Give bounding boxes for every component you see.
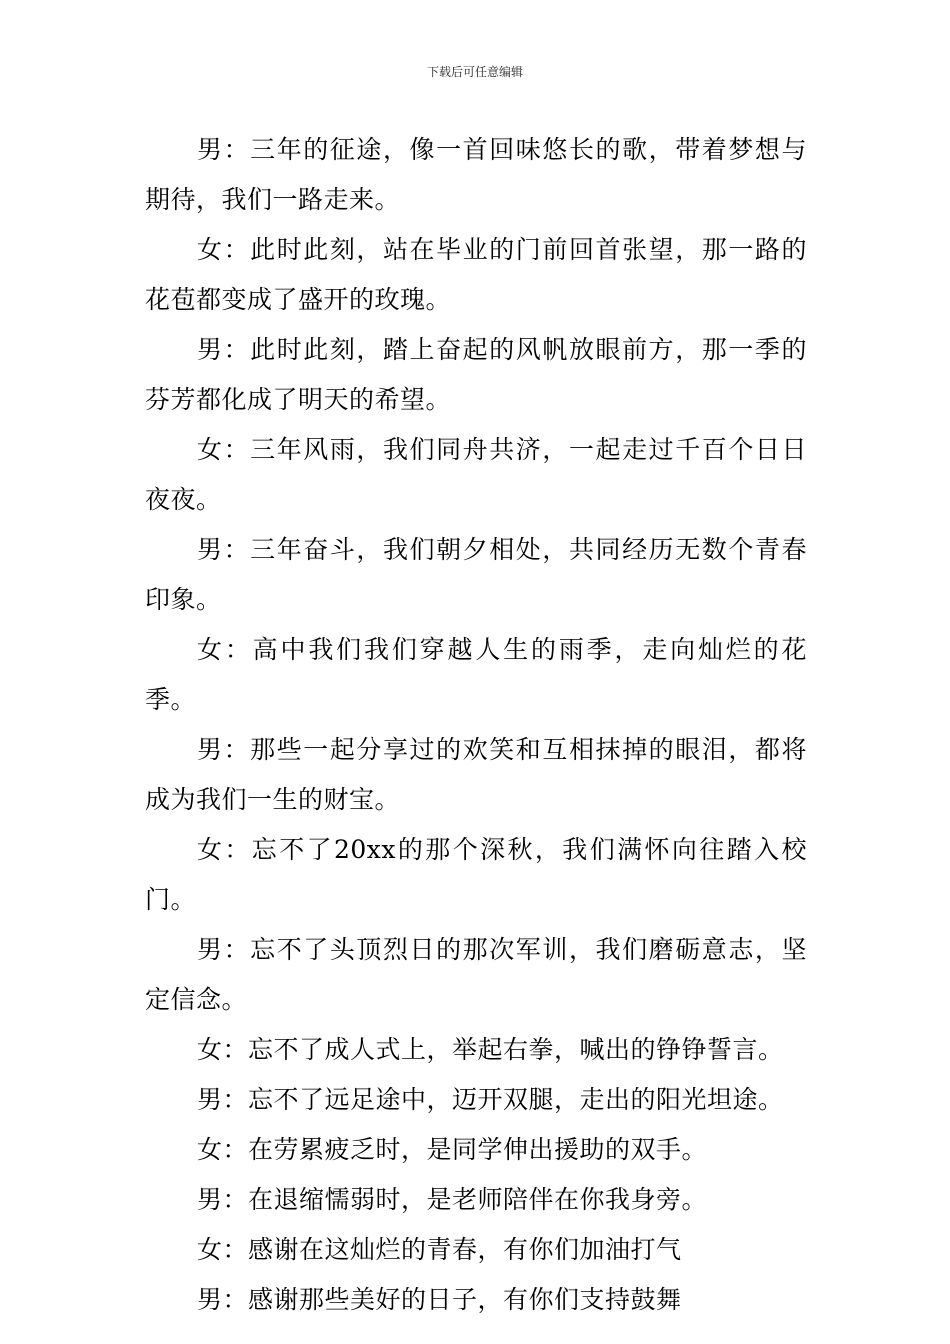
paragraph: 男：三年的征途，像一首回味悠长的歌，带着梦想与期待，我们一路走来。 — [145, 135, 807, 214]
paragraph: 男：那些一起分享过的欢笑和互相抹掉的眼泪，都将成为我们一生的财宝。 — [145, 735, 807, 814]
paragraph: 男：此时此刻，踏上奋起的风帆放眼前方，那一季的芬芳都化成了明天的希望。 — [145, 335, 807, 414]
paragraph: 女：忘不了成人式上，举起右拳，喊出的铮铮誓言。 — [197, 1035, 784, 1064]
paragraph: 女：高中我们我们穿越人生的雨季，走向灿烂的花季。 — [145, 635, 807, 714]
paragraph: 男：三年奋斗，我们朝夕相处，共同经历无数个青春印象。 — [145, 535, 807, 614]
paragraph: 男：在退缩懦弱时，是老师陪伴在你我身旁。 — [197, 1185, 708, 1214]
paragraph: 男：感谢那些美好的日子，有你们支持鼓舞 — [197, 1285, 682, 1314]
paragraph: 女：忘不了20xx的那个深秋，我们满怀向往踏入校门。 — [145, 835, 807, 914]
paragraph: 女：三年风雨，我们同舟共济，一起走过千百个日日夜夜。 — [145, 435, 807, 514]
paragraph: 男：忘不了远足途中，迈开双腿，走出的阳光坦途。 — [197, 1085, 784, 1114]
paragraph: 女：在劳累疲乏时，是同学伸出援助的双手。 — [197, 1135, 708, 1164]
paragraph: 男：忘不了头顶烈日的那次军训，我们磨砺意志，坚定信念。 — [145, 935, 807, 1014]
paragraph: 女：感谢在这灿烂的青春，有你们加油打气 — [197, 1235, 682, 1264]
document-body — [145, 125, 807, 1325]
page-header: 下载后可任意编辑 — [426, 65, 523, 79]
paragraph: 女：此时此刻，站在毕业的门前回首张望，那一路的花苞都变成了盛开的玫瑰。 — [145, 235, 807, 314]
